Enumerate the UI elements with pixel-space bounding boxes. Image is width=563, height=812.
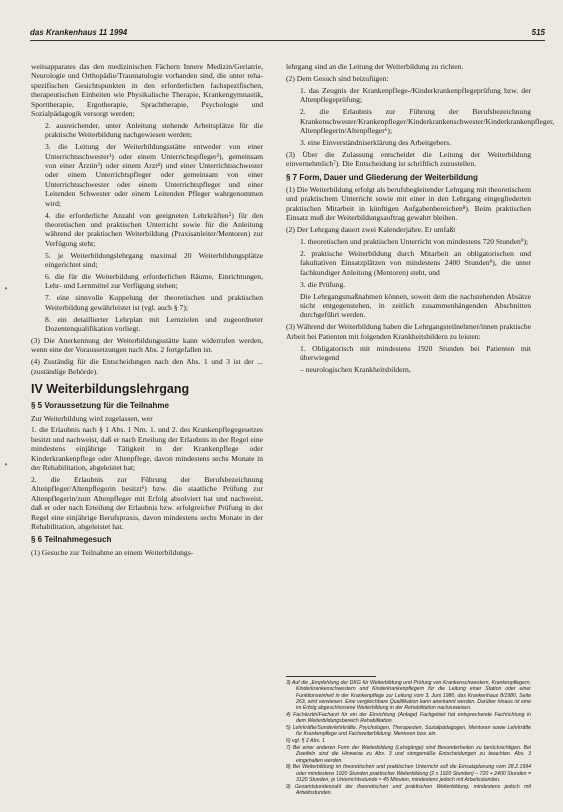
paragraph: weitsapparates das den medizinischen Fächern Innere Medizin/Geriatrie, Neurologie und Orthopädie/Traumatologie vorhanden sind, die unter reha-spezifischen Gesichtspunkten in den erforderlichen fachspezifischen, therapeutischen Einheiten wie Physikalische Therapie, Krankengymnastik, Sporttherapie, Ergotherapie, Sprachtherapie, Psychologie und Sozialpädagogik versorgt werden; <box>31 62 263 119</box>
paragraph: 4. die erforderliche Anzahl von geeigneten Lehrkräften⁵) für den theoretischen und praktischen Unterricht sowie für die Anleitung während der praktischen Weiterbildung (Praxisanleiter/Mentoren) zur Verfügung steht; <box>45 210 263 248</box>
paragraph: (2) Dem Gesuch sind beizufügen: <box>286 73 389 83</box>
margin-mark: ◔ <box>2 460 9 471</box>
footnotes <box>286 680 531 797</box>
paragraph: (2) Der Lehrgang dauert zwei Kalenderjahre. Er umfaßt <box>286 225 456 235</box>
page-header <box>30 26 545 41</box>
section-heading: § 5 Voraussetzung für die Teilnahme <box>31 401 169 411</box>
left-column <box>31 62 263 560</box>
footnote: 4) Fachärztin/Facharzt für ein der Einrichtung (Anlage) Fachgebiet hat entsprechende Fachrichtung in dem Weiterbildungsbereich Rehabilitation. <box>286 711 531 725</box>
footnote: 8) Bei Weiterbildung im theoretischen und praktischen Unterricht soll die Einsatzplanung vom 28.2.1994 oder mindestens 1920 Stunden praktischer Weiterbildung (2 x 1920 Stunden) – 720 + 2400 Stunden = 3120 Stunden; je Unterrichtsstunde ≈ 45 Minuten, mindestens jedoch mit Arbeitsstunden. <box>286 764 531 783</box>
paragraph: (3) Während der Weiterbildung haben die Lehrgangsteilnehmer/innen praktische Arbeit bei Patienten mit folgenden Krankheitsbildern zu leisten: <box>286 322 531 341</box>
paragraph: 1. die Erlaubnis nach § 1 Abs. 1 Nrn. 1. und 2. des Krankenpflegegesetzes besitzt und nachweist, daß er nach Erteilung der Erlaubnis in der Regel eine mindestens einjährige Tätigkeit in der Krankenpflege oder Kinderkrankenpflege oder Altenpflege, davon mindestens sechs Monate in der Rehabilitation, abgeleistet hat; <box>31 425 263 473</box>
paragraph: (3) Über die Zulassung entscheidet die Leitung der Weiterbildung einvernehmlich⁷). Die Entscheidung ist schriftlich zuzustellen. <box>286 149 531 169</box>
paragraph: (3) Die Anerkennung der Weiterbildungsstätte kann widerrufen werden, wenn eine der Voraussetzungen nach Abs. 2 fortgefallen ist. <box>31 335 263 355</box>
paragraph: 1. Obligatorisch mit mindestens 1920 Stunden bei Patienten mit überwiegend <box>300 343 531 362</box>
paragraph: 1. theoretischen und praktischen Unterricht von mindestens 720 Stunden⁹); <box>300 237 529 246</box>
paragraph: 2. die Erlaubnis zur Führung der Berufsbezeichnung Krankenschwester/Krankenpfleger/Kinderkrankenschwester/Kinderkrankenpfleger, Altenpflegerin/Altenpfleger⁶); <box>300 107 555 135</box>
paragraph: 2. ausreichender, unter Anleitung stehende Arbeitsplätze für die praktische Weiterbildung nachgewiesen werden; <box>45 120 263 140</box>
paragraph: 2. praktische Weiterbildung durch Mitarbeit an obligatorischen und fakultativen Einsatzplätzen von mindestens 2400 Stunden⁹), die unter fachkundiger Anleitung (Mentoren) steht, und <box>300 248 531 277</box>
footnote-rule <box>286 676 376 677</box>
paragraph: Zur Weiterbildung wird zugelassen, wer <box>31 413 153 423</box>
footnote: 9) Gesamtstundenzahl der theoretischen und praktischen Weiterbildung, mindestens jedoch mit Arbeitsstunden. <box>286 783 531 797</box>
paragraph: (4) Zuständig für die Entscheidungen nach den Abs. 1 und 3 ist der ... (zuständige Behörde). <box>31 357 263 376</box>
paragraph: 3. eine Einverständniserklärung des Arbeitgebers. <box>300 137 451 147</box>
footnote: 6) vgl. § 2 Abs. 1 <box>286 738 325 745</box>
footnote: 3) Auf die „Empfehlung der DKG für Weiterbildung und Prüfung von Krankenschwestern, Krankenpflegern, Kinderkrankenschwestern und Kinderkrankenpflegern für die Leitung einer Station oder einer Funktionseinheit in der Krankenpflege zur Leitung vom 3. Juni 1980, das Krankenhaus 8/1980, Seite 263, wird verwiesen. Eine vergleichbare Qualifikation kann anerkannt werden. Darüber hinaus ist eine im Erfolg abgeschlossene Weiterbildung in der Rehabilitation nachzuweisen. <box>286 680 531 712</box>
paragraph: 8. ein detaillierter Lehrplan mit Lernzielen und zugeordneter Dozentenqualifikation vorliegt. <box>45 314 263 334</box>
journal-title: das Krankenhaus 11 1994 <box>30 28 128 37</box>
paragraph: Die Lehrgangsmaßnahmen können, soweit dem die nachstehenden Absätze nicht entgegenstehen, in zeitlich zusammenhängenden Abschnitten durchgeführt werden. <box>300 291 531 320</box>
paragraph: – neurologischen Krankheitsbildern, <box>300 364 411 374</box>
paragraph: (1) Gesuche zur Teilnahme an einem Weiterbildungs- <box>31 547 194 557</box>
paragraph: 7. eine sinnvolle Koppelung der theoretischen und praktischen Weiterbildung gewährleistet ist (vgl. auch § 7); <box>45 293 263 312</box>
paragraph: 6. die für die Weiterbildung erforderlichen Räume, Einrichtungen, Lehr- und Lernmittel zur Verfügung stehen; <box>45 272 263 291</box>
right-column <box>286 62 555 377</box>
paragraph: lehrgang sind an die Leitung der Weiterbildung zu richten. <box>286 62 464 71</box>
section-heading: § 6 Teilnahmegesuch <box>31 535 112 545</box>
paragraph: (1) Die Weiterbildung erfolgt als berufsbegleitender Lehrgang mit theoretischem und praktischem Unterricht sowie mit einer in den Lehrgang eingegliederten praktischen Mitarbeit in künftigen Aufgabenbereichen⁸). Beim praktischen Einsatz muß der Weiterbildungsauftrag gewahrt bleiben. <box>286 184 531 223</box>
paragraph: 1. das Zeugnis der Krankenpflege-/Kinderkrankenpflegeprüfung bzw. der Altenpflegeprüfung; <box>300 85 531 105</box>
paragraph: 3. die Leitung der Weiterbildungsstätte entweder von einer Unterrichtsschwester¹) oder einem Unterrichtspfleger²), gemeinsam von einer Ärztin³) oder einem Arzt⁴) und einer Unterrichtsschwester oder einem Unterrichtspfleger oder gemeinsam von einer Unterrichtsschwester oder einem Unterrichtspfleger und einer Leitenden Schwester oder einem Leitenden Pfleger wahrgenommen wird; <box>45 142 263 208</box>
footnote: 7) Bei einer anderen Form der Weiterbildung (Lehrgänge) sind Besonderheiten zu berücksichtigen. Bei Zweifeln sind die Hinweise zu Abs. 3 und sinngemäße Entscheidungen zu beachten. Abs. 3 eingehalten werden. <box>286 744 531 764</box>
page-number: 515 <box>531 28 545 37</box>
paragraph: 5. je Weiterbildungslehrgang maximal 20 Weiterbildungsplätze eingerichtet sind; <box>45 250 263 270</box>
paragraph: 2. die Erlaubnis zur Führung der Berufsbezeichnung Altenpfleger/Altenpflegerin besitzt⁶) bzw. die staatliche Prüfung zur Altenpflegerin/zum Altenpfleger mit Erfolg absolviert hat und nachweist, daß er oder nach Erteilung der Erlaubnis bzw. erfolgreicher Prüfung in der Regel eine einjährige Berufspraxis, davon mindestens sechs Monate in der Rehabilitation, abgeleistet hat. <box>31 474 263 531</box>
margin-mark: ◔ <box>2 284 9 295</box>
footnote: 5) Lehrkräfte/Sonderlehrkräfte, Psychologen, Therapeuten, Sozialpädagogen, Mentoren sowie Lehrkräfte für Krankenpflege und Fachweiterbildung. Mentoren bzw. ein. <box>286 725 531 738</box>
paragraph: 3. die Prüfung. <box>300 279 346 289</box>
part-heading: IV Weiterbildungslehrgang <box>31 382 190 397</box>
section-heading: § 7 Form, Dauer und Gliederung der Weiterbildung <box>286 172 478 182</box>
